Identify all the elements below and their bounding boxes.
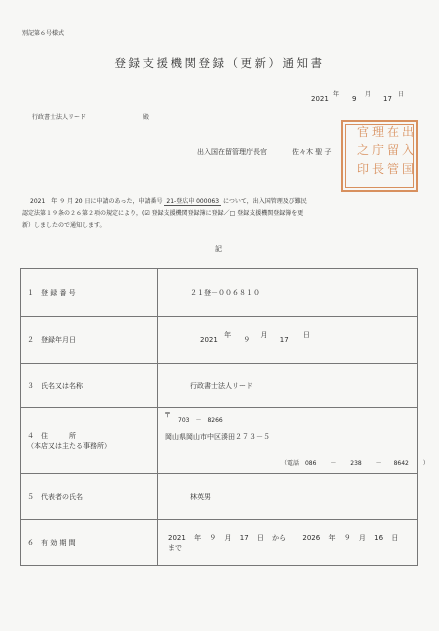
seal-char: 在 — [387, 125, 400, 139]
tel-close: ） — [422, 460, 429, 467]
seal-char: 庁 — [372, 143, 385, 157]
from-word: から — [272, 533, 287, 542]
application-number: 21-登広申 000063 — [166, 198, 220, 205]
seal-char: 管 — [387, 162, 400, 176]
to-month: ９ — [343, 533, 351, 542]
table-row — [21, 269, 418, 317]
registration-date — [158, 317, 418, 364]
row-label: ５ 代表者の氏名 — [21, 474, 158, 520]
issuer-name: 佐々木 聖 子 — [292, 148, 332, 156]
reg-day: 17 — [279, 336, 289, 344]
from-day: 17 — [239, 533, 249, 542]
form-number: 別記第６号様式 — [22, 30, 65, 37]
organization-name: 行政書士法人リード — [158, 364, 418, 408]
seal-char: 官 — [357, 125, 370, 139]
tel-exchange: 238 — [350, 460, 362, 467]
telephone — [281, 458, 429, 467]
to-year-unit: 年 — [328, 533, 336, 542]
issue-month-unit: 月 — [365, 91, 372, 98]
body-text: について，出入国管理及び難民 — [222, 198, 307, 205]
reg-day-unit: 日 — [302, 331, 310, 339]
reg-year: 2021 — [200, 336, 218, 344]
postal-mark: 〒 — [164, 411, 171, 419]
table-row — [21, 408, 418, 474]
addressee-name: 行政書士法人リード — [32, 114, 87, 121]
to-month-unit: 月 — [358, 533, 366, 542]
row-label: １ 登 録 番 号 — [21, 269, 158, 317]
reg-year-unit: 年 — [224, 331, 232, 339]
from-month-unit: 月 — [224, 533, 232, 542]
seal-char: 国 — [402, 162, 415, 176]
reg-month-unit: 月 — [260, 331, 268, 339]
validity-period — [158, 520, 418, 566]
address-cell — [158, 408, 429, 474]
from-year-unit: 年 — [194, 533, 202, 542]
address-value: 岡山県岡山市中区湊田２７３－５ — [165, 433, 270, 441]
seal-char: 入 — [402, 143, 415, 157]
seal-char: 留 — [387, 143, 400, 157]
to-year: 2026 — [302, 533, 321, 542]
issue-month: 9 — [352, 95, 357, 103]
table-row — [21, 474, 418, 520]
ki-heading: 記 — [215, 245, 222, 253]
tel-number: 8642 — [393, 460, 409, 467]
address-sublabel: （本店又は主たる事務所） — [27, 441, 111, 450]
seal-char: 長 — [372, 162, 385, 176]
body-text: 新）しましたので通知します。 — [22, 222, 106, 229]
issue-year: 2021 — [311, 95, 329, 103]
seal-char: 之 — [357, 143, 370, 157]
issue-day: 17 — [383, 95, 392, 103]
from-day-unit: 日 — [256, 533, 264, 542]
document-title: 登録支援機関登録（更新）通知書 — [114, 56, 325, 70]
tel-dash: － — [375, 460, 382, 467]
to-day: 16 — [374, 533, 384, 542]
reg-month: ９ — [243, 336, 251, 344]
row-label — [21, 408, 158, 474]
addressee-suffix: 殿 — [143, 114, 150, 121]
issuer-office: 出入国在留管理庁長官 — [197, 148, 267, 156]
tel-area: 086 — [304, 460, 317, 467]
body-text: 2021 年 ９ 月 20 日に申請のあった，申請番号 — [30, 198, 163, 205]
official-seal — [341, 120, 418, 192]
seal-char: 印 — [357, 162, 370, 176]
address-label: ４ 住 所 — [27, 431, 76, 440]
seal-char: 理 — [372, 125, 385, 139]
registration-number: ２１登－００６８１０ — [158, 269, 418, 317]
representative-name: 林英男 — [158, 474, 418, 520]
row-label: ３ 氏名又は名称 — [21, 364, 158, 408]
issue-year-unit: 年 — [333, 91, 340, 98]
registration-table — [20, 268, 429, 566]
to-day-unit: 日 — [391, 533, 399, 542]
row-label: ２ 登録年月日 — [21, 317, 158, 364]
table-row — [21, 520, 418, 566]
from-year: 2021 — [168, 533, 186, 542]
table-row — [21, 317, 418, 364]
postal-code: 703 － 8266 — [178, 417, 223, 424]
seal-char: 出 — [402, 125, 415, 139]
issue-day-unit: 日 — [398, 91, 405, 98]
tel-dash: － — [330, 460, 337, 467]
tel-label: （電話 — [281, 460, 300, 467]
row-label: ６ 有 効 期 間 — [21, 520, 158, 566]
from-month: ９ — [209, 533, 217, 542]
to-word: まで — [168, 543, 182, 552]
body-text: 認定法第１９条の２６第２項の規定により，(☑ 登録支援機関登録簿に登録／□ 登録支援機関登録簿を更 — [22, 210, 304, 217]
table-row — [21, 364, 418, 408]
